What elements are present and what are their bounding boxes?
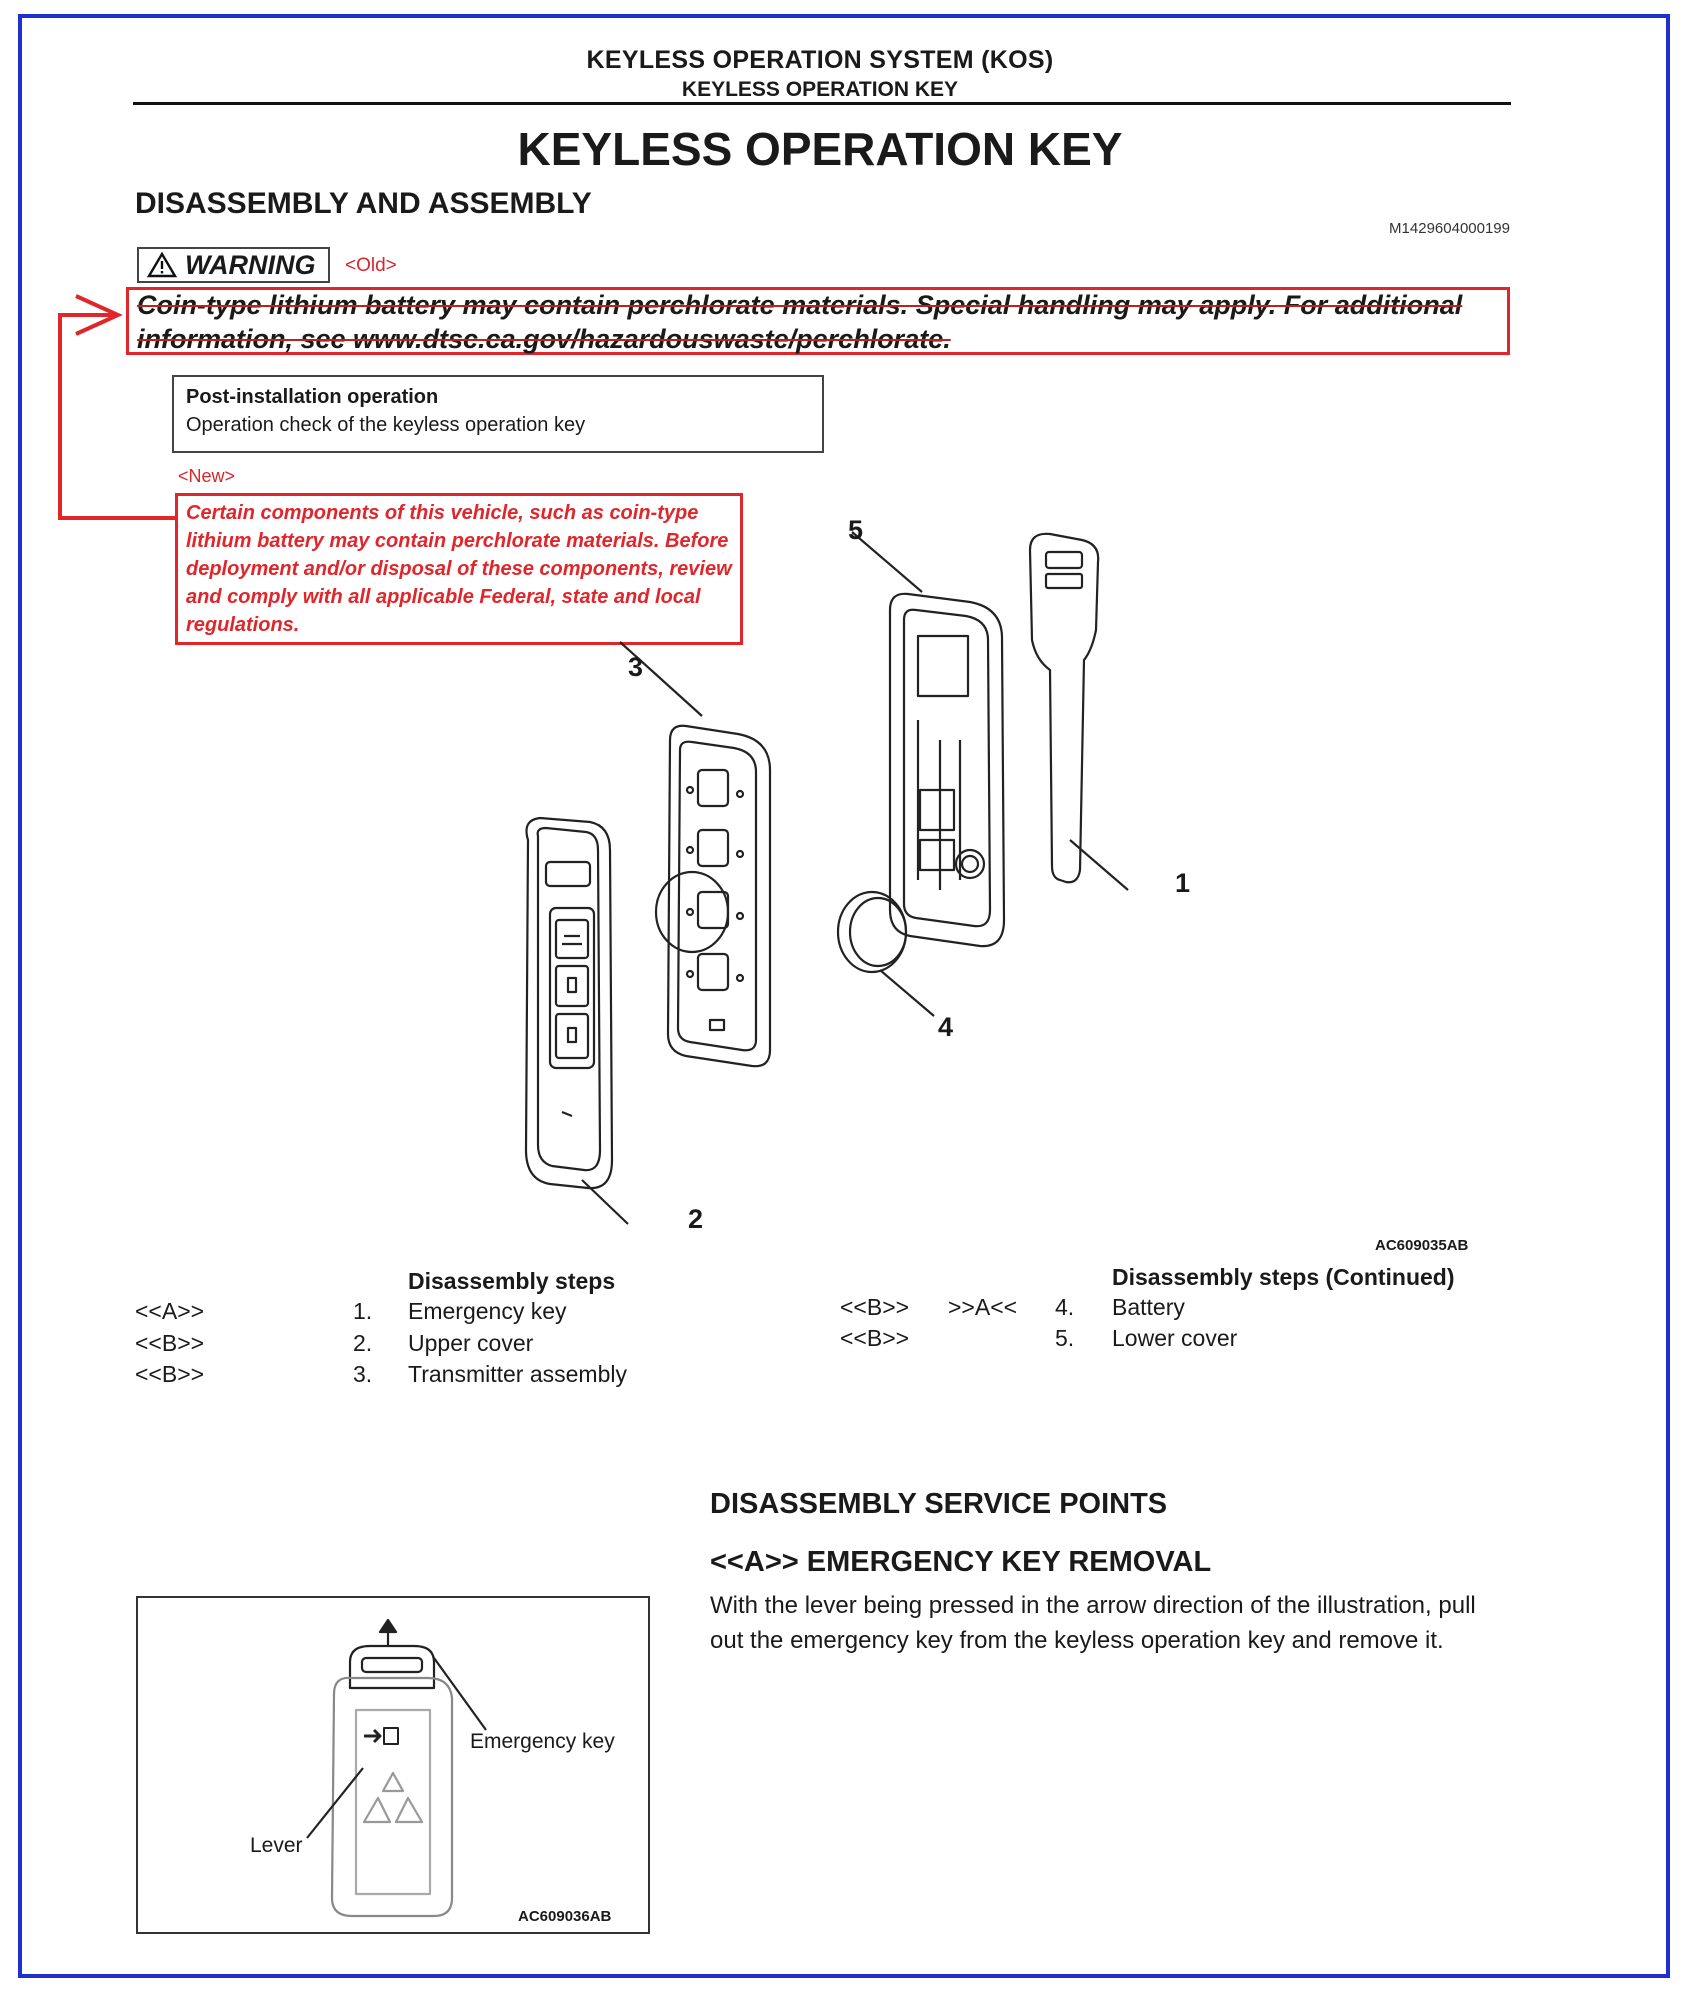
step-label: Battery — [1112, 1294, 1185, 1320]
step-ref: <<B>> — [135, 1330, 205, 1356]
transmitter-drawing — [620, 642, 770, 1066]
header-rule — [133, 102, 1511, 105]
emergency-key-drawing-2 — [138, 1598, 648, 1932]
callout-1: 1 — [1175, 868, 1191, 898]
step-number: 1. — [353, 1298, 373, 1324]
warning-label: WARNING — [185, 249, 316, 280]
upper-cover-drawing — [526, 818, 628, 1224]
steps-right-heading: Disassembly steps (Continued) — [1112, 1264, 1455, 1290]
service-points-body: With the lever being pressed in the arrow direction of the illustration, pull out the emergency key from the keyless operation key and remove it. — [710, 1592, 1476, 1654]
emergency-key-figure — [136, 1596, 650, 1934]
document-id: M1429604000199 — [1389, 220, 1510, 237]
header-system-title: KEYLESS OPERATION SYSTEM (KOS) — [586, 46, 1054, 74]
lower-cover-drawing — [852, 532, 1004, 946]
post-installation-box — [172, 375, 824, 453]
battery-shape — [838, 892, 934, 1016]
step-number: 4. — [1055, 1294, 1075, 1320]
emergency-key-drawing — [1030, 534, 1128, 890]
step-label: Lower cover — [1112, 1325, 1238, 1351]
post-installation-title: Post-installation operation — [186, 386, 439, 408]
callout-2: 2 — [688, 1204, 704, 1234]
service-points-title: DISASSEMBLY SERVICE POINTS — [710, 1488, 1168, 1520]
section-title: DISASSEMBLY AND ASSEMBLY — [135, 187, 592, 220]
step-ref: <<A>> — [135, 1298, 205, 1324]
callout-5: 5 — [848, 515, 864, 545]
step-number: 5. — [1055, 1325, 1075, 1351]
new-warning-text: Certain components of this vehicle, such as coin-type lithium battery may contain perchlorate materials. Before deployment and/or disposal of these components, review and comply with all applicable Federal, state and local regulations. — [186, 502, 732, 636]
post-installation-body: Operation check of the keyless operation key — [186, 414, 586, 436]
steps-left-heading: Disassembly steps — [408, 1268, 616, 1294]
lever-label: Lever — [250, 1834, 303, 1857]
emergency-key-label: Emergency key — [470, 1730, 615, 1753]
figure2-id: AC609036AB — [518, 1908, 612, 1925]
callout-3: 3 — [628, 652, 644, 682]
step-label: Transmitter assembly — [408, 1361, 627, 1387]
illustration-figure-id: AC609035AB — [1375, 1237, 1469, 1254]
new-tag: <New> — [178, 466, 236, 486]
step-ref: <<B>> — [135, 1361, 205, 1387]
step-label: Upper cover — [408, 1330, 534, 1356]
step-ref-secondary: >>A<< — [948, 1294, 1018, 1320]
old-tag: <Old> — [345, 255, 397, 276]
step-row — [0, 1361, 700, 1393]
step-number: 2. — [353, 1330, 373, 1356]
old-warning-text: Coin-type lithium battery may contain perchlorate materials. Special handling may apply. For additional information, see www.dtsc.ca.gov/hazardouswaste/perchlorate. — [137, 290, 1463, 354]
step-number: 3. — [353, 1361, 373, 1387]
header-subsection: KEYLESS OPERATION KEY — [681, 78, 959, 101]
step-row — [0, 1294, 1520, 1326]
callout-4: 4 — [938, 1012, 954, 1042]
step-label: Emergency key — [408, 1298, 567, 1324]
connector-arrow — [0, 0, 200, 540]
step-ref: <<B>> — [840, 1325, 910, 1351]
step-ref: <<B>> — [840, 1294, 910, 1320]
exploded-key-illustration — [470, 500, 1230, 1260]
service-points-subtitle: <<A>> EMERGENCY KEY REMOVAL — [710, 1546, 1212, 1578]
page-title: KEYLESS OPERATION KEY — [517, 123, 1123, 175]
step-row — [0, 1325, 1520, 1357]
